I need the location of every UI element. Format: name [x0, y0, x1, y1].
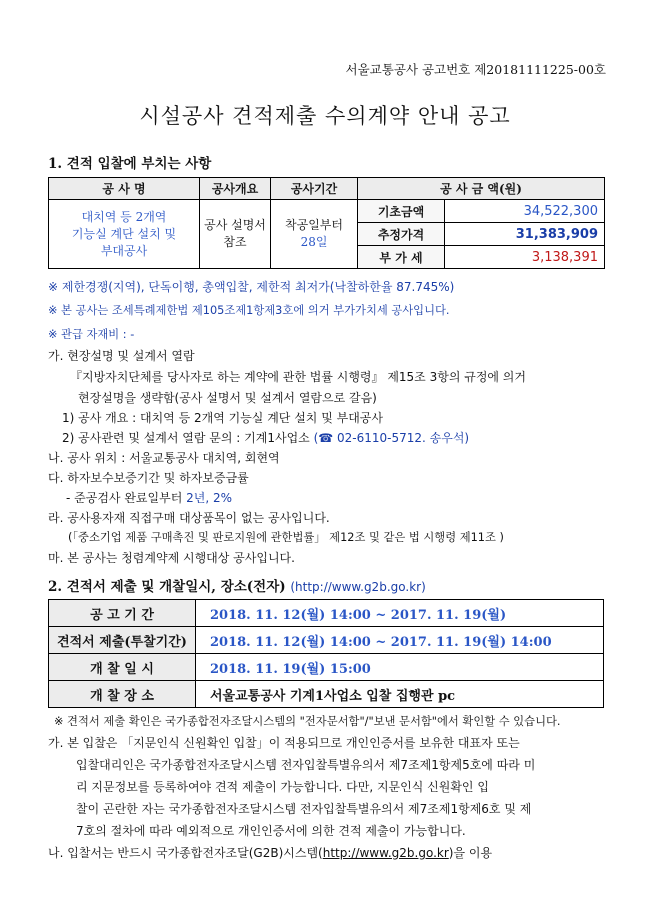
project-name-line: 대치역 등 2개역 [81, 209, 167, 224]
item-ga-summary: 1) 공사 개요 : 대치역 등 2개역 기능실 계단 설치 및 부대공사 [62, 411, 383, 425]
item-ga: 가. 현장설명 및 설계서 열람 [48, 349, 195, 363]
vat-label: 부 가 세 [358, 246, 445, 269]
note-vat-basis: ※ 본 공사는 조세특례제한법 제105조제1항제3호에 의거 부가가치세 공사입니다. [48, 304, 450, 317]
section1-heading: 1. 견적 입찰에 부치는 사항 [48, 156, 212, 172]
item-na: 나. 공사 위치 : 서울교통공사 대치역, 회현역 [48, 451, 280, 465]
submission-label: 견적서 제출(투찰기간) [49, 627, 196, 654]
note-materials: ※ 관급 자재비 : - [48, 328, 135, 341]
section2-heading [48, 575, 426, 595]
section2-heading-text: 2. 견적서 제출 및 개찰일시, 장소(전자) [48, 579, 291, 595]
project-name-cell [49, 200, 200, 269]
notice-period-label: 공 고 기 간 [49, 600, 196, 627]
note-submission-check: ※ 견적서 제출 확인은 국가종합전자조달시스템의 "전자문서함"/"보낸 문서함"에서 확인할 수 있습니다. [54, 715, 561, 728]
summary-line: 공사 설명서 [204, 218, 266, 232]
item2-ga-line1: 가. 본 입찰은 「지문인식 신원확인 입찰」이 적용되므로 개인인증서를 보유한 대표자 또는 [48, 736, 520, 750]
base-amount-label: 기초금액 [358, 200, 445, 223]
opening-place-value: 서울교통공사 기계1사업소 입찰 집행관 pc [196, 681, 604, 708]
col-project-name: 공 사 명 [49, 178, 200, 200]
item-ra: 라. 공사용자재 직접구매 대상품목이 없는 공사입니다. [48, 511, 330, 525]
item-ga-inquiry [62, 429, 469, 446]
base-amount-value: 34,522,300 [445, 200, 605, 223]
project-name-line: 부대공사 [100, 243, 148, 258]
note-competition: ※ 제한경쟁(지역), 단독이행, 총액입찰, 제한적 최저가(낙찰하한율 87.745%) [48, 280, 455, 294]
item-da: 다. 하자보수보증기간 및 하자보증금률 [48, 471, 249, 485]
item2-ga-line4: 찰이 곤란한 자는 국가종합전자조달시스템 전자입찰특별유의서 제7조제1항제6호 및 제 [76, 802, 532, 816]
item2-ga-line5: 7호의 절차에 따라 예외적으로 개인인증서에 의한 견적 제출이 가능합니다. [76, 824, 466, 838]
project-name-line: 기능실 계단 설치 및 [71, 226, 177, 241]
g2b-link[interactable]: http://www.g2b.go.kr [322, 846, 449, 860]
project-table [48, 177, 605, 269]
schedule-table [48, 599, 604, 708]
submission-value: 2018. 11. 12(월) 14:00 ~ 2017. 11. 19(월) 14:00 [196, 627, 604, 654]
item-ga-law: 『지방자치단체를 당사자로 하는 계약에 관한 법률 시행령』 제15조 3항의 규정에 의거 [70, 370, 526, 384]
opening-date-label: 개 찰 일 시 [49, 654, 196, 681]
warranty-text: - 준공검사 완료일부터 [66, 491, 187, 505]
item2-ga-line3: 리 지문정보를 등록하여야 견적 제출이 가능합니다. 다만, 지문인식 신원확인 입 [76, 780, 489, 794]
notice-period-value: 2018. 11. 12(월) 14:00 ~ 2017. 11. 19(월) [196, 600, 604, 627]
summary-line: 참조 [223, 235, 247, 249]
item-ma: 마. 본 공사는 청렴계약제 시행대상 공사입니다. [48, 551, 295, 565]
item2-na-suffix: )을 이용 [448, 846, 493, 860]
warranty-value: 2년, 2% [186, 491, 233, 505]
item2-na [48, 844, 492, 861]
item-da-warranty [66, 489, 232, 506]
inquiry-contact: (☎ 02-6110-5712. 송우석) [313, 431, 470, 445]
inquiry-text: 2) 공사관련 및 설계서 열람 문의 : 기계1사업소 [62, 431, 314, 445]
estimated-price-label: 추정가격 [358, 223, 445, 246]
page-title: 시설공사 견적제출 수의계약 안내 공고 [139, 104, 511, 128]
opening-place-label: 개 찰 장 소 [49, 681, 196, 708]
col-period: 공사기간 [271, 178, 358, 200]
item-ga-omit: 현장설명을 생략함(공사 설명서 및 설계서 열람으로 갈음) [78, 391, 377, 405]
col-amount: 공 사 금 액(원) [358, 178, 605, 200]
col-summary: 공사개요 [200, 178, 271, 200]
vat-value: 3,138,391 [445, 246, 605, 269]
opening-date-value: 2018. 11. 19(월) 15:00 [196, 654, 604, 681]
item2-na-text: 나. 입찰서는 반드시 국가종합전자조달(G2B)시스템( [48, 846, 323, 860]
summary-cell [200, 200, 271, 269]
item-ra-law: (「중소기업 제품 구매촉진 및 판로지원에 관한법률」 제12조 및 같은 법 시행령 제11조 ) [68, 531, 504, 544]
notice-number: 서울교통공사 공고번호 제20181111225-00호 [345, 62, 606, 77]
estimated-price-value: 31,383,909 [445, 223, 605, 246]
period-cell [271, 200, 358, 269]
item2-ga-line2: 입찰대리인은 국가종합전자조달시스템 전자입찰특별유의서 제7조제1항제5호에 따라 미 [76, 758, 536, 772]
period-line: 착공일부터 [285, 218, 343, 232]
section2-heading-url: (http://www.g2b.go.kr) [290, 580, 426, 594]
period-value: 28일 [300, 235, 328, 249]
